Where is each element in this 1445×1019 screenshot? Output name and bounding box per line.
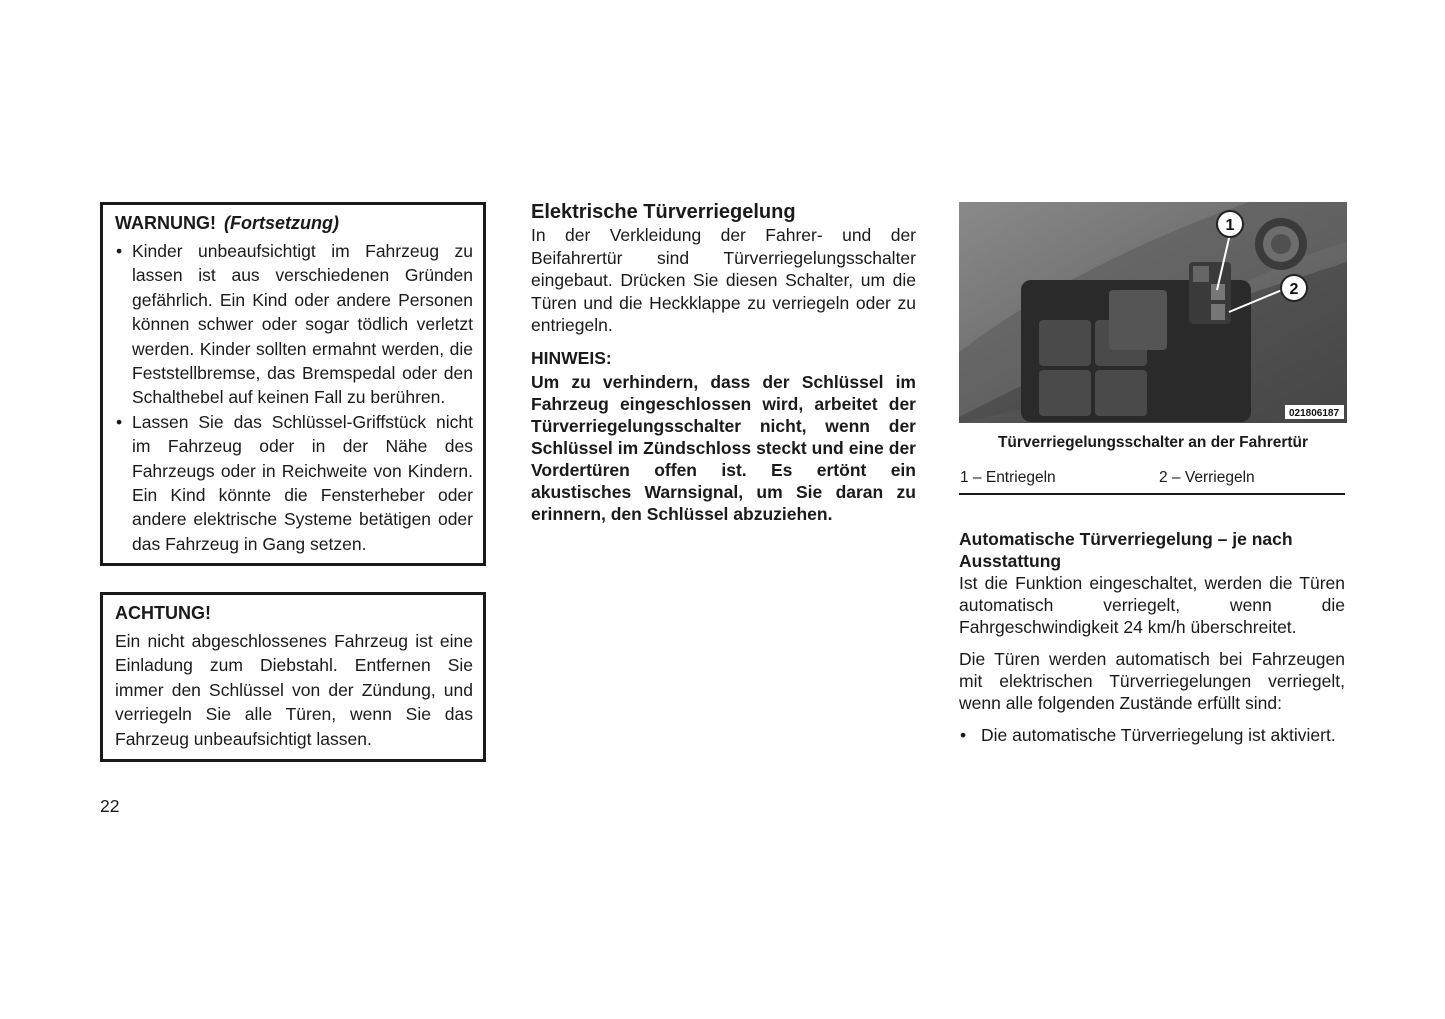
note-text: Um zu verhindern, dass der Schlüssel im Fahrzeug eingeschlossen wird, arbeitet der Türverriegelungsschalter nicht, wenn der Schlüssel im Zündschloss steckt und eine der Vordertüren offen ist. Es ertönt ein akustisches Warnsignal, um Sie daran zu erinnern, den Schlüssel abzuziehen.: [531, 371, 916, 524]
door-switch-photo: [959, 202, 1347, 423]
auto-lock-heading: Automatische Türverriegelung – je nach Ausstattung: [959, 529, 1293, 571]
warning-title: [115, 211, 473, 235]
page-number: 22: [100, 796, 120, 816]
power-locks-section: [531, 224, 916, 525]
warning-bullet: • Kinder unbeaufsichtigt im Fahrzeug zu lassen ist aus verschiedenen Gründen gefährlich. Ein Kind oder andere Personen können schwer oder sogar tödlich verletzt werden. Kinder sollten ermahnt werden, die Feststellbremse, das Bremspedal oder den Schalthebel auf keinen Fall zu berühren.: [115, 239, 473, 410]
figure-legend: [959, 468, 1345, 495]
power-locks-heading: Elektrische Türverriegelung: [531, 201, 796, 223]
image-id: 021806187: [1288, 408, 1340, 419]
warning-list: [115, 239, 473, 556]
auto-lock-para-1: Ist die Funktion eingeschaltet, werden die Türen automatisch verriegelt, wenn die Fahrgeschwindigkeit 24 km/h überschreitet.: [959, 573, 1345, 637]
auto-lock-section: [959, 528, 1345, 746]
auto-lock-list: [959, 724, 1345, 746]
caution-text: Ein nicht abgeschlossenes Fahrzeug ist eine Einladung zum Diebstahl. Entfernen Sie immer den Schlüssel von der Zündung, und verriegeln Sie alle Türen, wenn Sie das Fahrzeug unbeaufsichtigt lassen.: [115, 631, 473, 749]
caution-title: ACHTUNG!: [115, 603, 211, 623]
caution-box: [100, 592, 486, 762]
door-panel-illustration: [959, 202, 1347, 423]
legend-lock: 2 – Verriegeln: [1159, 469, 1255, 486]
auto-lock-para-2: Die Türen werden automatisch bei Fahrzeugen mit elektrischen Türverriegelungen verriegelt, wenn alle folgenden Zustände erfüllt sind:: [959, 649, 1345, 713]
power-locks-text: In der Verkleidung der Fahrer- und der Beifahrertür sind Türverriegelungsschalter eingebaut. Drücken Sie diesen Schalter, um die Türen und die Heckklappe zu verriegeln oder zu entriegeln.: [531, 225, 916, 335]
callout-1: 1: [1225, 217, 1235, 234]
legend-unlock: 1 – Entriegeln: [960, 469, 1056, 486]
figure-caption: Türverriegelungsschalter an der Fahrertür: [997, 434, 1309, 451]
warning-label: WARNUNG!: [115, 213, 216, 233]
callout-2: 2: [1289, 281, 1299, 298]
note-label: HINWEIS:: [531, 347, 612, 368]
warning-bullet: • Lassen Sie das Schlüssel-Griffstück nicht im Fahrzeug oder in der Nähe des Fahrzeugs oder in Reichweite von Kindern. Ein Kind könnte die Fensterheber oder andere elektrische Systeme betätigen oder das Fahrzeug in Gang setzen.: [115, 410, 473, 556]
warning-box: [100, 202, 486, 566]
auto-lock-bullet: • Die automatische Türverriegelung ist aktiviert.: [959, 724, 1345, 746]
continuation-label: (Fortsetzung): [224, 213, 339, 233]
